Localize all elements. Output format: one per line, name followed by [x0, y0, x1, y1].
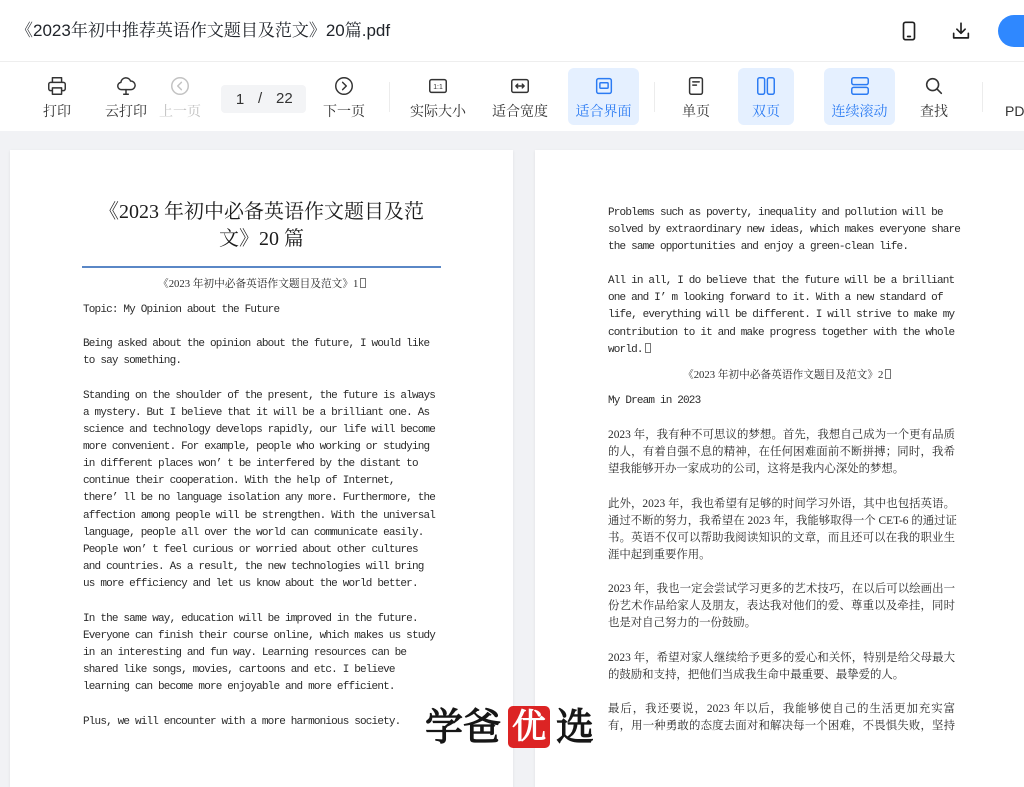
- text-line: 通过不断的努力，我希望在 2023 年，我能够取得一个 CET-6 的通过证: [608, 515, 957, 527]
- text-line: 的鼓励和支持，把他们当成我生命中最重要、最挚爱的人。: [608, 669, 905, 681]
- find-button[interactable]: [909, 68, 959, 125]
- cloud-print-icon: [115, 75, 137, 97]
- text-line: us more efficiency and let us know about the world better.: [83, 578, 418, 590]
- essay-title: My Dream in 2023: [608, 395, 701, 407]
- print-button[interactable]: [32, 68, 82, 125]
- next-page-button[interactable]: [316, 68, 372, 125]
- text-line: to say something.: [83, 355, 182, 367]
- total-pages: 22: [276, 90, 293, 107]
- circle-chevron-right-icon: [333, 75, 355, 97]
- text-line: 的人，有着自强不息的精神，在任何困难面前不断拼搏；同时，我希: [608, 446, 955, 458]
- mobile-phone-icon[interactable]: [898, 20, 920, 42]
- text-line: affection among people will be strengthen. With the universal: [83, 510, 436, 522]
- text-line: Standing on the shoulder of the present, the future is always: [83, 390, 436, 402]
- text-line: 2023 年，我有种不可思议的梦想。首先，我想自己成为一个更有品质: [608, 429, 955, 441]
- text-line: [608, 342, 651, 359]
- missing-glyph-box: [360, 278, 366, 288]
- text-line: solved by extraordinary new ideas, which makes everyone share: [608, 224, 961, 236]
- double-page-button[interactable]: [738, 68, 794, 125]
- prev-page-label: 上一页: [159, 103, 201, 119]
- text-line: 2023 年，希望对家人继续给予更多的爱心和关怀，特别是给父母最大: [608, 652, 955, 664]
- fit-width-icon: [509, 75, 531, 97]
- watermark-highlight-char: 优: [508, 706, 550, 748]
- watermark-char: 选: [556, 705, 595, 749]
- text-line: Plus, we will encounter with a more harmonious society.: [83, 716, 401, 728]
- continuous-scroll-button[interactable]: [824, 68, 895, 125]
- text-line: continue their cooperation. With the help of Internet,: [83, 475, 395, 487]
- text-line: the same opportunities and enjoy a green-clean life.: [608, 241, 909, 253]
- pdf-page-left: [10, 150, 513, 787]
- continuous-scroll-label: 连续滚动: [831, 103, 888, 119]
- actual-size-icon: [427, 75, 449, 97]
- document-title-line: 《2023 年初中必备英语作文题目及范: [99, 201, 424, 223]
- truncated-toolbar-item[interactable]: PD: [1005, 103, 1024, 119]
- text-line: a mystery. But I believe that it will be a brilliant one. As: [83, 407, 430, 419]
- section-heading: [683, 367, 891, 384]
- text-line: All in all, I do believe that the future will be a brilliant: [608, 275, 955, 287]
- text-line: Problems such as poverty, inequality and pollution will be: [608, 207, 943, 219]
- text-line: 书。英语不仅可以帮助我阅读知识的文章，而且还可以在我的职业生: [608, 532, 955, 544]
- print-label: 打印: [43, 103, 71, 119]
- document-title-line: 文》20 篇: [219, 228, 304, 250]
- text-line: shared like songs, movies, cartoons and etc. I believe: [83, 664, 395, 676]
- section-heading-text: 《2023 年初中必备英语作文题目及范文》1: [158, 278, 359, 290]
- toolbar-divider: [389, 82, 390, 112]
- actual-size-icon-text: 1:1: [433, 83, 443, 91]
- next-page-label: 下一页: [323, 103, 365, 119]
- toolbar-divider: [654, 82, 655, 112]
- text-line: more convenient. For example, people who working or studying: [83, 441, 430, 453]
- text-line: 也是对自己努力的一份鼓励。: [608, 617, 757, 629]
- toolbar-divider: [982, 82, 983, 112]
- watermark-logo: [424, 703, 596, 751]
- title-underline: [82, 266, 441, 268]
- text-line: learning can become more enjoyable and more efficient.: [83, 681, 395, 693]
- single-page-button[interactable]: [671, 68, 721, 125]
- text-line: 最后，我还要说，2023 年以后，我能够使自己的生活更加充实富: [608, 703, 955, 715]
- text-line: in an interesting and fun way. Learning resources can be: [83, 647, 407, 659]
- single-page-label: 单页: [682, 103, 710, 119]
- viewer-toolbar: [0, 62, 1024, 131]
- text-line: 此外，2023 年，我也希望有足够的时间学习外语，其中也包括英语。: [608, 498, 955, 510]
- current-page-input[interactable]: [230, 89, 250, 109]
- download-icon[interactable]: [950, 20, 972, 42]
- cloud-print-label: 云打印: [105, 103, 147, 119]
- text-line: Being asked about the opinion about the future, I would like: [83, 338, 430, 350]
- cloud-print-button[interactable]: [98, 68, 154, 125]
- document-viewport[interactable]: [0, 131, 1024, 787]
- actual-size-button[interactable]: [406, 68, 470, 125]
- text-line: 望我能够开办一家成功的公司，这将是我内心深处的梦想。: [608, 463, 905, 475]
- text-line: there’ ll be no language isolation any more. Furthermore, the: [83, 492, 436, 504]
- search-icon: [923, 75, 945, 97]
- text-line: Everyone can finish their course online, which makes us study: [83, 630, 436, 642]
- pdf-page-right: [535, 150, 1024, 787]
- prev-page-button[interactable]: [155, 68, 205, 125]
- section-heading: [158, 276, 366, 293]
- double-page-label: 双页: [752, 103, 780, 119]
- missing-glyph-box: [885, 369, 891, 379]
- double-page-icon: [755, 75, 777, 97]
- text-line: 份艺术作品给家人及朋友，表达我对他们的爱、尊重以及牵挂，同时: [608, 600, 955, 612]
- text-line: in different places won’ t be interfered by the distant to: [83, 458, 418, 470]
- text-line: 涯中起到重要作用。: [608, 549, 711, 561]
- section-heading-text: 《2023 年初中必备英语作文题目及范文》2: [683, 369, 884, 381]
- fit-page-icon: [593, 75, 615, 97]
- text-line: In the same way, education will be improved in the future.: [83, 613, 418, 625]
- single-page-icon: [685, 75, 707, 97]
- fit-page-button[interactable]: [568, 68, 639, 125]
- find-label: 查找: [920, 103, 948, 119]
- text-line: science and technology develops rapidly, our life will become: [83, 424, 436, 436]
- text-line: contribution to it and make progress together with the whole: [608, 327, 955, 339]
- printer-icon: [46, 75, 68, 97]
- text-line: 有，用一种勇敢的态度去面对和解决每一个困难，不畏惧失败，坚持: [608, 720, 955, 732]
- text-line: 2023 年，我也一定会尝试学习更多的艺术技巧，在以后可以绘画出一: [608, 583, 955, 595]
- continuous-scroll-icon: [849, 75, 871, 97]
- text-line: language, people all over the world can communicate easily.: [83, 527, 424, 539]
- page-indicator: [221, 85, 306, 113]
- file-title: 《2023年初中推荐英语作文题目及范文》20篇.pdf: [16, 21, 391, 40]
- primary-action-button[interactable]: [998, 15, 1024, 47]
- watermark-char: 学: [425, 705, 464, 749]
- text-line-content: world.: [608, 344, 643, 356]
- text-line: People won’ t feel curious or worried about other cultures: [83, 544, 418, 556]
- top-header: [0, 0, 1024, 62]
- missing-glyph-box: [645, 343, 651, 353]
- text-line: and countries. As a result, the new technologies will bring: [83, 561, 424, 573]
- fit-page-label: 适合界面: [575, 103, 632, 119]
- text-line: one and I’ m looking forward to it. With a new standard of: [608, 292, 943, 304]
- page-separator: /: [258, 90, 263, 107]
- circle-chevron-left-icon: [169, 75, 191, 97]
- watermark-char: 爸: [463, 705, 502, 749]
- fit-width-label: 适合宽度: [492, 103, 548, 119]
- text-line: Topic: My Opinion about the Future: [83, 304, 280, 316]
- actual-size-label: 实际大小: [410, 103, 466, 119]
- fit-width-button[interactable]: [488, 68, 552, 125]
- text-line: life, everything will be different. I will strive to make my: [608, 309, 955, 321]
